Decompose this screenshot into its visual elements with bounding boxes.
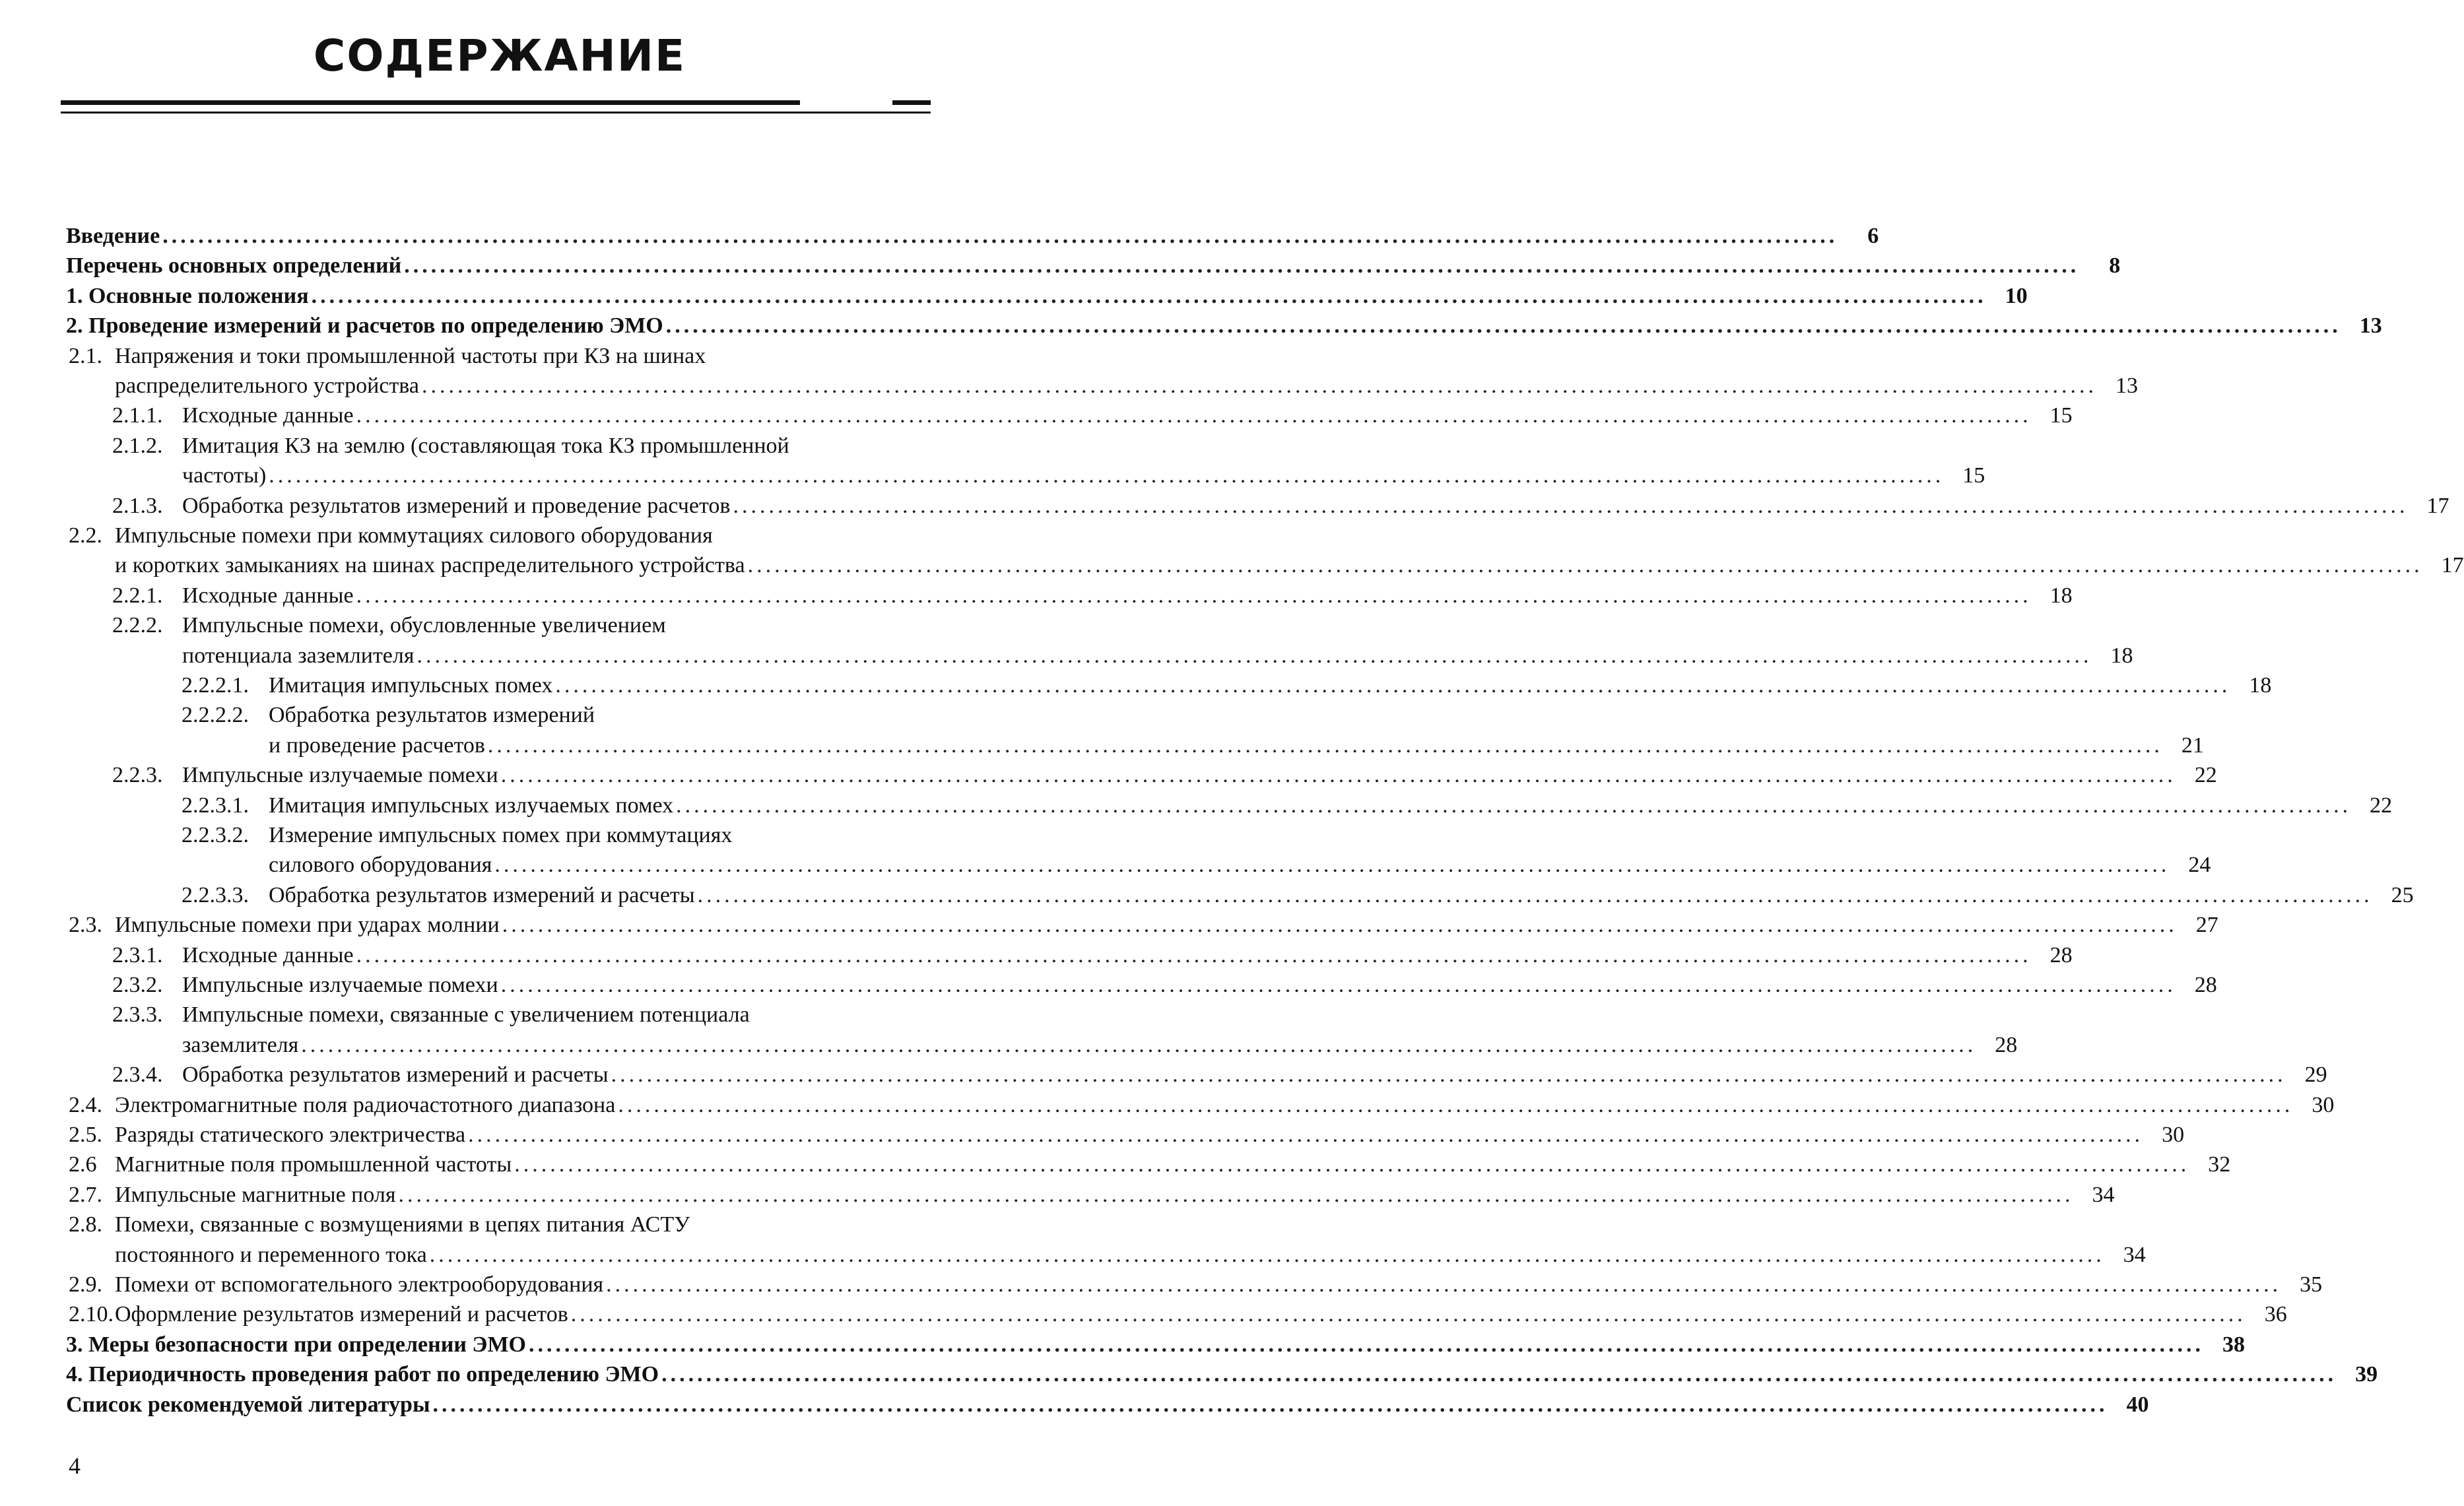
toc-leader-dots: ............................................................................................................................................................................................ <box>416 643 2092 668</box>
toc-leader-dots: ............................................................................................................................................................................................ <box>676 793 2352 818</box>
toc-entry-number: 2.7. <box>69 1182 102 1207</box>
toc-entry <box>182 700 931 731</box>
toc-entry-page: 6 <box>1867 224 1879 248</box>
toc-entry-page: 13 <box>2359 313 2382 339</box>
toc-entry <box>69 1090 2335 1121</box>
toc-entry <box>112 610 931 641</box>
toc-entry <box>182 461 1985 491</box>
toc-entry <box>69 341 931 372</box>
toc-entry-title: Оформление результатов измерений и расчетов <box>115 1302 568 1327</box>
toc-entry-number: 2.3.1. <box>112 942 163 967</box>
toc-entry-number: 2.4. <box>69 1092 102 1117</box>
toc-entry-title: Электромагнитные поля радиочастотного диапазона <box>115 1092 616 1117</box>
toc-entry <box>69 1180 2115 1210</box>
toc-entry-title: силового оборудования <box>269 853 492 878</box>
toc-leader-dots: ............................................................................................................................................................................................ <box>311 283 1987 308</box>
toc-entry <box>269 731 2204 761</box>
toc-entry <box>69 1150 2231 1180</box>
toc-leader-dots: ............................................................................................................................................................................................ <box>606 1272 2282 1297</box>
toc-entry-page: 22 <box>2370 793 2393 818</box>
toc-entry-title: Имитация импульсных помех <box>269 673 553 698</box>
toc-entry-page: 28 <box>2049 942 2073 967</box>
toc-entry <box>66 1390 2149 1420</box>
toc-entry <box>112 431 931 461</box>
toc-entry-title: частоты) <box>182 463 267 488</box>
toc-entry-page: 22 <box>2194 763 2217 788</box>
toc-leader-dots: ............................................................................................................................................................................................ <box>514 1152 2190 1177</box>
toc-entry <box>269 850 2211 880</box>
toc-entry-page: 18 <box>2110 643 2133 668</box>
toc-entry-title: Импульсные магнитные поля <box>115 1182 396 1207</box>
title-rule-thick-end <box>892 100 931 105</box>
toc-entry-number: 2.2.2.2. <box>182 703 249 728</box>
toc-entry-page: 15 <box>2049 403 2073 428</box>
toc-entry-title: Обработка результатов измерений и расчеты <box>269 882 695 907</box>
toc-entry-title: Магнитные поля промышленной частоты <box>115 1152 512 1177</box>
toc-leader-dots: ............................................................................................................................................................................................ <box>494 853 2170 878</box>
toc-entry-title: Напряжения и токи промышленной частоты при КЗ на шинах <box>115 343 706 368</box>
toc-entry <box>115 550 2464 581</box>
toc-entry-title: Исходные данные <box>182 942 354 967</box>
toc-entry <box>182 791 2393 821</box>
page-title: СОДЕРЖАНИЕ <box>313 30 686 81</box>
title-rule-thin <box>61 112 931 114</box>
toc-entry-page: 29 <box>2304 1063 2327 1088</box>
toc-entry-title: и коротких замыканиях на шинах распределительного устройства <box>115 553 745 578</box>
toc-entry-page: 30 <box>2312 1092 2335 1117</box>
page-number: 4 <box>69 1453 81 1479</box>
toc-entry <box>69 1210 931 1240</box>
toc-leader-dots: ............................................................................................................................................................................................ <box>356 403 2032 428</box>
toc-entry-title: Импульсные помехи, обусловленные увеличением <box>182 613 666 638</box>
toc-leader-dots: ............................................................................................................................................................................................ <box>162 224 1838 248</box>
toc-entry-title: Импульсные помехи при ударах молнии <box>115 913 500 938</box>
toc-entry-page: 27 <box>2195 913 2218 938</box>
toc-entry-page: 32 <box>2208 1152 2231 1177</box>
toc-leader-dots: ............................................................................................................................................................................................ <box>500 973 2176 997</box>
toc-entry <box>115 1240 2146 1270</box>
toc-entry <box>112 401 2073 431</box>
toc-entry <box>66 251 2121 281</box>
toc-entry-page: 17 <box>2441 553 2464 578</box>
title-rule-thick <box>61 100 800 105</box>
toc-entry-number: 2.2.2.1. <box>182 673 249 698</box>
toc-leader-dots: ............................................................................................................................................................................................ <box>529 1332 2204 1357</box>
toc-entry-page: 38 <box>2222 1332 2245 1357</box>
toc-leader-dots: ............................................................................................................................................................................................ <box>747 553 2423 578</box>
toc-entry-title: Импульсные помехи, связанные с увеличением потенциала <box>182 1002 750 1028</box>
toc-entry-page: 21 <box>2181 733 2204 758</box>
toc-leader-dots: ............................................................................................................................................................................................ <box>432 1392 2108 1417</box>
toc-leader-dots: ............................................................................................................................................................................................ <box>500 763 2176 788</box>
toc-entry <box>66 1359 2378 1390</box>
toc-entry-title: Помехи, связанные с возмущениями в цепях питания АСТУ <box>115 1212 690 1237</box>
toc-entry-page: 34 <box>2123 1242 2146 1267</box>
toc-entry <box>66 1330 2245 1360</box>
toc-entry-number: 2.2.3.2. <box>182 823 249 847</box>
toc-entry-title: Обработка результатов измерений и расчеты <box>182 1063 609 1088</box>
toc-entry-number: 2.2. <box>69 523 102 548</box>
toc-entry-page: 15 <box>1962 463 1985 488</box>
toc-leader-dots: ............................................................................................................................................................................................ <box>611 1063 2286 1088</box>
toc-entry-number: 2.3.2. <box>112 973 163 997</box>
toc-entry-title: Импульсные излучаемые помехи <box>182 763 498 788</box>
toc-entry-number: 2.3.4. <box>112 1063 163 1088</box>
toc-entry-number: 2.9. <box>69 1272 102 1297</box>
toc-leader-dots: ............................................................................................................................................................................................ <box>404 253 2080 278</box>
toc-leader-dots: ............................................................................................................................................................................................ <box>301 1032 1977 1057</box>
toc-entry-title: Исходные данные <box>182 583 354 608</box>
toc-entry-page: 36 <box>2264 1302 2287 1327</box>
toc-entry <box>66 281 2028 311</box>
toc-entry <box>69 1299 2287 1330</box>
toc-entry-page: 24 <box>2188 853 2211 878</box>
toc-leader-dots: ............................................................................................................................................................................................ <box>422 374 2097 398</box>
toc-entry <box>182 880 2414 911</box>
toc-entry <box>182 671 2272 701</box>
toc-entry-title: Введение <box>66 224 160 248</box>
toc-entry-title: и проведение расчетов <box>269 733 485 758</box>
toc-entry-title: Исходные данные <box>182 403 354 428</box>
toc-entry-title: Имитация импульсных излучаемых помех <box>269 793 674 818</box>
toc-entry-title: Измерение импульсных помех при коммутациях <box>269 823 733 847</box>
toc-entry-page: 40 <box>2126 1392 2149 1417</box>
toc-leader-dots: ............................................................................................................................................................................................ <box>269 463 1945 488</box>
toc-leader-dots: ............................................................................................................................................................................................ <box>356 942 2032 967</box>
toc-entry-number: 2.2.3.1. <box>182 793 249 818</box>
toc-entry-number: 2.1. <box>69 343 102 368</box>
toc-entry <box>66 221 1879 251</box>
toc-entry-number: 2.1.3. <box>112 493 163 518</box>
toc-entry <box>112 491 2449 521</box>
toc-entry-page: 28 <box>2194 973 2217 997</box>
toc-leader-dots: ............................................................................................................................................................................................ <box>665 313 2341 339</box>
toc-entry <box>112 1060 2327 1090</box>
toc-entry-number: 2.3.3. <box>112 1002 163 1028</box>
toc-leader-dots: ............................................................................................................................................................................................ <box>618 1092 2294 1117</box>
toc-entry-page: 13 <box>2115 374 2138 398</box>
toc-leader-dots: ............................................................................................................................................................................................ <box>555 673 2231 698</box>
toc-entry <box>112 1000 931 1030</box>
toc-entry-title: Обработка результатов измерений <box>269 703 595 728</box>
toc-entry <box>182 820 931 851</box>
toc-entry <box>112 940 2073 971</box>
toc-entry-number: 2.1.2. <box>112 433 163 458</box>
toc-entry-title: Имитация КЗ на землю (составляющая тока КЗ промышленной <box>182 433 789 458</box>
toc-entry-number: 2.1.1. <box>112 403 163 428</box>
toc-leader-dots: ............................................................................................................................................................................................ <box>468 1123 2144 1147</box>
toc-entry-number: 2.5. <box>69 1123 102 1147</box>
toc-entry-page: 30 <box>2162 1123 2185 1147</box>
toc-entry-page: 39 <box>2355 1362 2378 1387</box>
toc-entry-title: потенциала заземлителя <box>182 643 415 668</box>
toc-leader-dots: ............................................................................................................................................................................................ <box>697 882 2373 907</box>
toc-entry-title: 4. Периодичность проведения работ по определению ЭМО <box>66 1362 659 1387</box>
toc-entry-page: 10 <box>2005 283 2028 308</box>
toc-entry-title: 2. Проведение измерений и расчетов по определению ЭМО <box>66 313 663 339</box>
toc-entry <box>182 1030 2018 1061</box>
toc-entry-title: 3. Меры безопасности при определении ЭМО <box>66 1332 526 1357</box>
toc-entry-title: Разряды статического электричества <box>115 1123 466 1147</box>
toc-entry <box>115 371 2138 401</box>
toc-entry-page: 18 <box>2049 583 2073 608</box>
toc-leader-dots: ............................................................................................................................................................................................ <box>502 913 2178 938</box>
toc-entry-title: Импульсные помехи при коммутациях силового оборудования <box>115 523 713 548</box>
toc-entry <box>69 1120 2185 1150</box>
toc-entry <box>112 581 2073 611</box>
toc-entry-title: заземлителя <box>182 1032 299 1057</box>
toc-entry-page: 35 <box>2300 1272 2323 1297</box>
toc-entry <box>69 910 2218 940</box>
toc-leader-dots: ............................................................................................................................................................................................ <box>570 1302 2246 1327</box>
toc-entry-number: 2.2.3.3. <box>182 882 249 907</box>
toc-entry <box>112 970 2217 1000</box>
toc-entry-number: 2.6 <box>69 1152 97 1177</box>
toc-entry-title: Перечень основных определений <box>66 253 402 278</box>
toc-entry-title: Помехи от вспомогательного электрооборудования <box>115 1272 604 1297</box>
toc-entry-title: Импульсные излучаемые помехи <box>182 973 498 997</box>
toc-leader-dots: ............................................................................................................................................................................................ <box>661 1362 2337 1387</box>
toc-leader-dots: ............................................................................................................................................................................................ <box>733 493 2409 518</box>
toc-entry-number: 2.3. <box>69 913 102 938</box>
toc-entry-number: 2.8. <box>69 1212 102 1237</box>
toc-leader-dots: ............................................................................................................................................................................................ <box>398 1182 2074 1207</box>
toc-leader-dots: ............................................................................................................................................................................................ <box>429 1242 2105 1267</box>
toc-entry-number: 2.2.2. <box>112 613 163 638</box>
toc-entry <box>69 521 931 551</box>
toc-leader-dots: ............................................................................................................................................................................................ <box>487 733 2163 758</box>
toc-entry-page: 17 <box>2426 493 2449 518</box>
toc-entry <box>182 641 2133 671</box>
toc-entry-page: 28 <box>1995 1032 2018 1057</box>
toc-entry-title: 1. Основные положения <box>66 283 309 308</box>
toc-entry-page: 18 <box>2249 673 2272 698</box>
toc-entry-page: 25 <box>2391 882 2414 907</box>
toc-entry-page: 34 <box>2092 1182 2115 1207</box>
toc-entry <box>66 311 2382 341</box>
toc-entry-number: 2.2.3. <box>112 763 163 788</box>
toc-entry <box>69 1270 2323 1300</box>
toc-entry <box>112 760 2217 791</box>
toc-entry-title: Список рекомендуемой литературы <box>66 1392 430 1417</box>
toc-entry-number: 2.2.1. <box>112 583 163 608</box>
toc-entry-title: Обработка результатов измерений и проведение расчетов <box>182 493 731 518</box>
toc-entry-page: 8 <box>2109 253 2121 278</box>
toc-entry-title: распределительного устройства <box>115 374 419 398</box>
toc-entry-title: постоянного и переменного тока <box>115 1242 427 1267</box>
toc-entry-number: 2.10. <box>69 1302 114 1327</box>
toc-leader-dots: ............................................................................................................................................................................................ <box>356 583 2032 608</box>
